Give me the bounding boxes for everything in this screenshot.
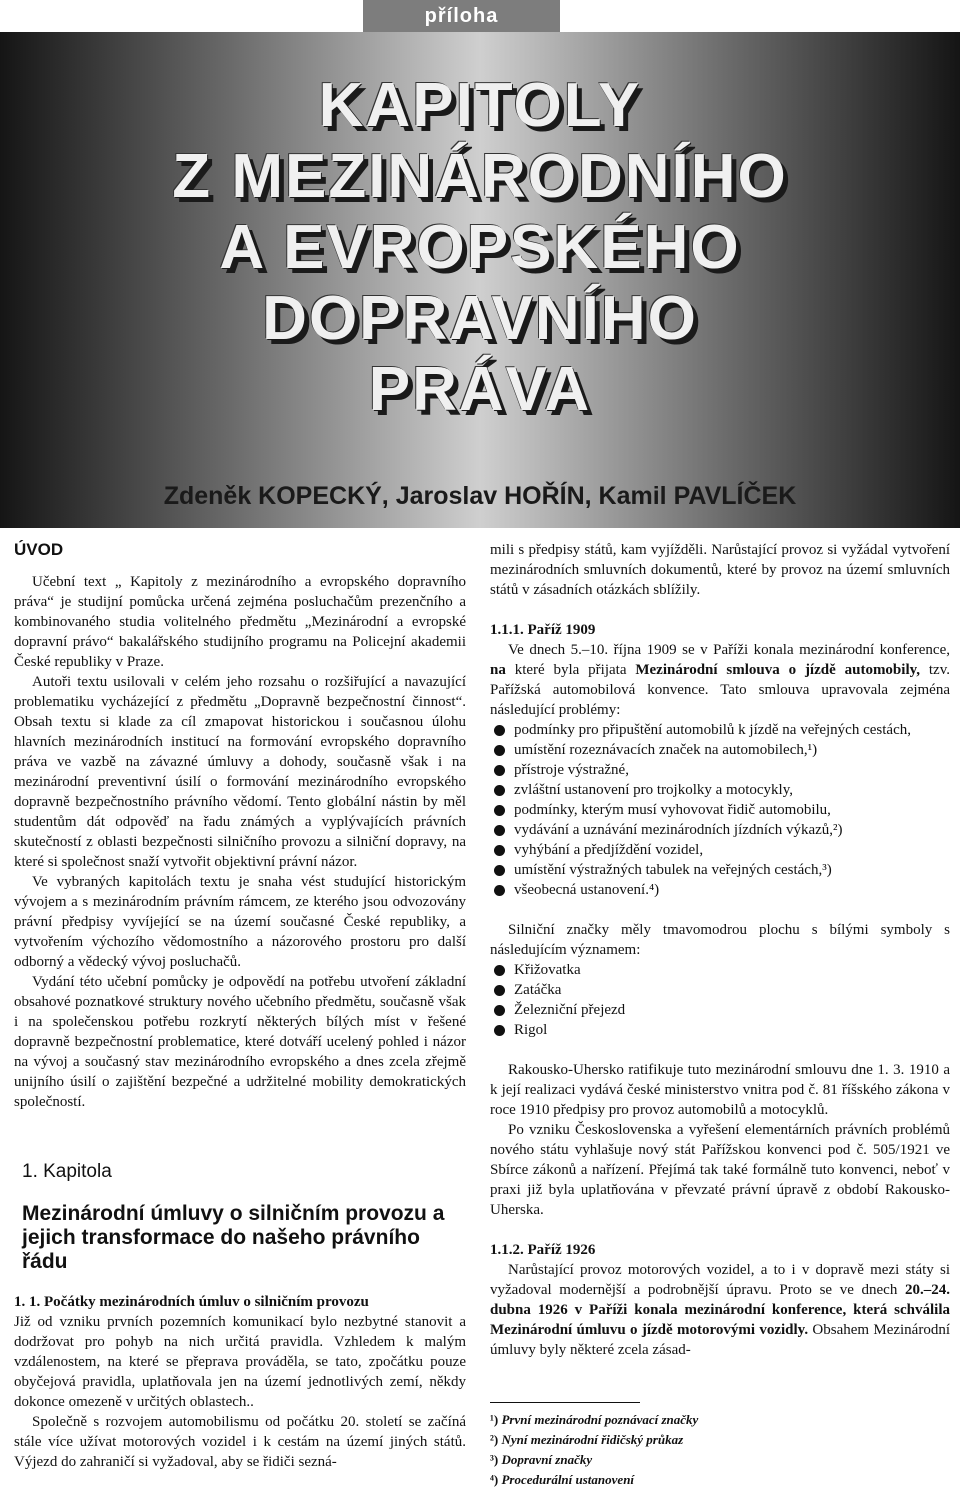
- chapter-label: 1. Kapitola: [22, 1161, 112, 1182]
- list-item: vyhýbání a předjíždění vozidel,: [490, 840, 950, 860]
- intro-paragraph: Autoři textu usilovali v celém jeho rozsahu o rozšiřující a navazující problematiku vycházející z předmětu „Dopravně bezpečnostní činnost“. Obsah textu si klade za cíl zmapovat historickou i současnou úlohu hlavních mezinárodních institucí na formování evropského dopravního práva ve vazbě na závazné úmluvy a dohody, současně však i na mezinárodní preventivní úsilí o formování mezinárodního evropského dopravně bezpečnostního právního vědomí. Tento globální nástin by měl studentům dát odpověď na řadu známých a vyplývajících právních skutečností z oblasti bezpečnosti silničního provozu a silniční dopravy, na které si společnost snaží vytvořit objektivní právní názor.: [14, 674, 466, 870]
- footnote-text: První mezinárodní poznávací značky: [501, 1412, 699, 1427]
- footnote: [490, 1450, 950, 1470]
- footnote-text: Dopravní značky: [501, 1452, 593, 1467]
- section-paragraph: Společně s rozvojem automobilismu od počátku 20. století se začíná stále více užívat motorových vozidel i k cestám na území jiných států. Výjezd do zahraničí si vyžadoval, aby se řidiči sezná-: [14, 1414, 466, 1470]
- footnote: [490, 1430, 950, 1450]
- chapter-title: Mezinárodní úmluvy o silničním provozu a jejich transformace do našeho právního řádu: [22, 1202, 445, 1273]
- section-paragraph: Již od vzniku prvních pozemních komunikací bylo nezbytné stanovit a dodržovat pro pohyb na nich určitá pravidla. Vzhledem k malým vzdálenostem, na které se přeprava prováděla, se tato, zpočátku pouze obyčejová pravidla, uplatňovala jen na území jednotlivých zemí, někdy dokonce omezeně v určitých oblastech..: [14, 1314, 466, 1410]
- list-item: Železniční přejezd: [490, 1000, 950, 1020]
- subsection-heading: 1.1.2. Paříž 1926: [490, 1242, 596, 1258]
- left-column: [14, 540, 466, 1472]
- text-run: Narůstající provoz motorových vozidel, a to i v dopravě mezi státy si vyžadoval modernější a podrobnější úpravu. Proto se ve dnech: [490, 1262, 950, 1298]
- intro-paragraph: Učební text „ Kapitoly z mezinárodního a evropského dopravního práva“ je studijní pomůcka určená zejména posluchačům prezenčního a kombinovaného studia volitelného předmětu „Mezinárodní a evropské dopravní právo“ bakalářského studijního programu na Policejní akademii České republiky v Praze.: [14, 574, 466, 670]
- text-run: Obsahem Mezinárodní úmluvy byly některé zcela zásad-: [490, 1322, 951, 1358]
- text-run-bold: Mezinárodní smlouva o jízdě automobily,: [635, 662, 921, 678]
- text-run-bold: 20.–24. dubna 1926 v Paříži konala mezinárodní konference, která schválila Mezinárodní úmluvu o jízdě motorovými vozidly.: [490, 1282, 950, 1338]
- title-banner: [0, 32, 960, 528]
- list-item: umístění rozeznávacích značek na automobilech,¹): [490, 740, 950, 760]
- intro-heading: ÚVOD: [14, 540, 64, 559]
- title-line: DOPRAVNÍHO: [262, 284, 698, 353]
- signs-list: [490, 960, 950, 1040]
- intro-paragraph: Vydání této učební pomůcky je odpovědí na potřebu utvoření základní obsahové poznatkové struktury nového učebního předmětu, současně však i na společenskou potřebu rozkrytí některých bílých míst v řešené dopravně bezpečnostní problematice, které dotváří ucelený pohled i názor na vývoj a současný stav mezinárodního evropského a dnes zcela zřejmě unijního úsilí o zajištění bezpečné a udržitelné mobility demokratických společností.: [14, 974, 466, 1110]
- intro-paragraph: Ve vybraných kapitolách textu je snaha vést studující historickým vývojem a s mezinárodním právním rámcem, ze kterého jsou odvozovány právní předpisy vyvíjející se na území současné České republiky, a vytvořením výchozího vědomostního a názorového prostoru pro další odborný a vědecký vývoj posluchačů.: [14, 874, 466, 970]
- list-item: Křižovatka: [490, 960, 950, 980]
- footnote-number: ²): [490, 1432, 499, 1447]
- continued-paragraph: mili s předpisy států, kam vyjížděli. Narůstající provoz si vyžádal vytvoření mezinárodních smluvních dokumentů, které by provoz na území smluvních států v zásadních otázkách sblížily.: [490, 542, 950, 598]
- footnote-number: ³): [490, 1452, 499, 1467]
- footnotes: [490, 1410, 950, 1490]
- list-item: podmínky pro připuštění automobilů k jízdě na veřejných cestách,: [490, 720, 950, 740]
- text-run: na: [490, 662, 506, 678]
- footnote: [490, 1470, 950, 1490]
- problems-list: [490, 720, 950, 900]
- footnote-rule: [490, 1402, 640, 1403]
- section-heading: 1. 1. Počátky mezinárodních úmluv o silničním provozu: [14, 1294, 369, 1310]
- footnote-number: ¹): [490, 1412, 499, 1427]
- title-line: Z MEZINÁRODNÍHO: [172, 142, 788, 211]
- signs-intro: Silniční značky měly tmavomodrou plochu s bílými symboly s následujícím významem:: [490, 922, 950, 958]
- list-item: podmínky, kterým musí vyhovovat řidič automobilu,: [490, 800, 950, 820]
- title-line: A EVROPSKÉHO: [219, 213, 741, 282]
- main-title: [0, 70, 960, 425]
- subsection-heading: 1.1.1. Paříž 1909: [490, 622, 596, 638]
- header-tag: příloha: [363, 0, 560, 32]
- footnote: [490, 1410, 950, 1430]
- list-item: Rigol: [490, 1020, 950, 1040]
- subsection-paragraph: [490, 1260, 950, 1360]
- paragraph: Rakousko-Uhersko ratifikuje tuto mezinárodní smlouvu dne 1. 3. 1910 a k její realizaci vydává české ministerstvo vnitra pod č. 81 říšského zákona v roce 1910 předpisy pro provoz automobilů a motocyklů.: [490, 1062, 950, 1118]
- footnote-number: ⁴): [490, 1472, 499, 1487]
- authors: Zdeněk KOPECKÝ, Jaroslav HOŘÍN, Kamil PAVLÍČEK: [163, 482, 797, 510]
- list-item: přístroje výstražné,: [490, 760, 950, 780]
- footnote-text: Procedurální ustanovení: [501, 1472, 635, 1487]
- list-item: Zatáčka: [490, 980, 950, 1000]
- text-run: tzv. Pařížská automobilová konvence. Tato smlouva upravovala zejména následující problémy:: [490, 662, 950, 718]
- right-column: [490, 540, 950, 1360]
- footnote-text: Nyní mezinárodní řidičský průkaz: [501, 1432, 684, 1447]
- title-line: KAPITOLY: [318, 71, 642, 140]
- list-item: vydávání a uznávání mezinárodních jízdních výkazů,²): [490, 820, 950, 840]
- list-item: umístění výstražných tabulek na veřejných cestách,³): [490, 860, 950, 880]
- text-run: Ve dnech 5.–10. října 1909 se v Paříži konala mezinárodní konference,: [508, 642, 950, 658]
- list-item: zvláštní ustanovení pro trojkolky a motocykly,: [490, 780, 950, 800]
- title-line: PRÁVA: [368, 355, 592, 424]
- paragraph: Po vzniku Československa a vyřešení elementárních právních problémů nového státu vyhlašuje nový stát Pařížskou konvenci pod č. 505/1921 ve Sbírce zákonů a nařízení. Přejímá tak také formálně tuto konvenci, neboť v praxi již byla uplatňována v převzaté právní úpravě z období Rakousko-Uherska.: [490, 1122, 950, 1218]
- subsection-paragraph: [490, 640, 950, 720]
- list-item: všeobecná ustanovení.⁴): [490, 880, 950, 900]
- text-run: které byla přijata: [505, 662, 636, 678]
